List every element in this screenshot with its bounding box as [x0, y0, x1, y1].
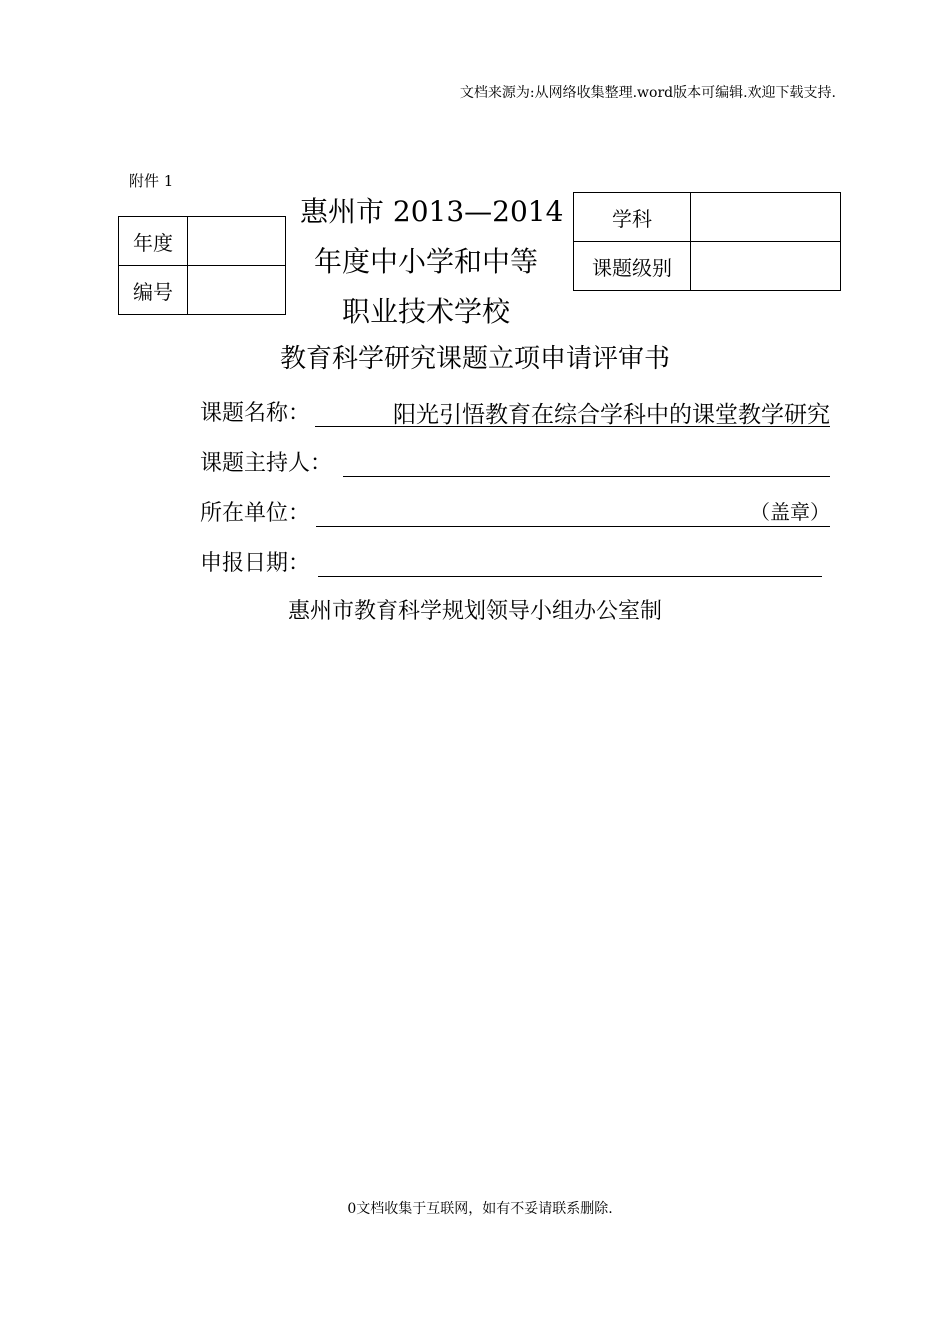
unit-field[interactable] [316, 496, 830, 527]
level-label: 课题级别 [574, 242, 691, 291]
number-label: 编号 [119, 266, 188, 315]
issuing-office: 惠州市教育科学规划领导小组办公室制 [287, 599, 662, 624]
footer-note: 0文档收集于互联网，如有不妥请联系删除. [347, 1201, 613, 1217]
subject-level-box [573, 192, 841, 291]
title-line-2: 年度中小学和中等 [313, 245, 538, 278]
date-field[interactable] [318, 546, 822, 577]
date-label: 申报日期： [200, 551, 311, 576]
title-line-3: 职业技术学校 [341, 295, 510, 328]
attachment-label: 附件 1 [129, 172, 174, 190]
number-cell[interactable] [188, 266, 286, 315]
year-label: 年度 [119, 217, 188, 266]
subject-cell[interactable] [691, 193, 841, 242]
header-note: 文档来源为:从网络收集整理.word版本可编辑.欢迎下载支持. [459, 85, 836, 101]
title-line-1: 惠州市 2013—2014 [300, 195, 564, 228]
seal-note: （盖章） [750, 500, 830, 524]
topic-field[interactable]: 阳光引悟教育在综合学科中的课堂教学研究 [315, 396, 830, 427]
host-field[interactable] [343, 446, 830, 477]
level-cell[interactable] [691, 242, 841, 291]
host-label: 课题主持人： [200, 451, 333, 476]
document-subtitle: 教育科学研究课题立项申请评审书 [279, 344, 670, 374]
subject-label: 学科 [574, 193, 691, 242]
unit-label: 所在单位： [200, 501, 311, 526]
year-cell[interactable] [188, 217, 286, 266]
year-number-box [118, 216, 286, 315]
topic-label: 课题名称： [200, 401, 311, 426]
